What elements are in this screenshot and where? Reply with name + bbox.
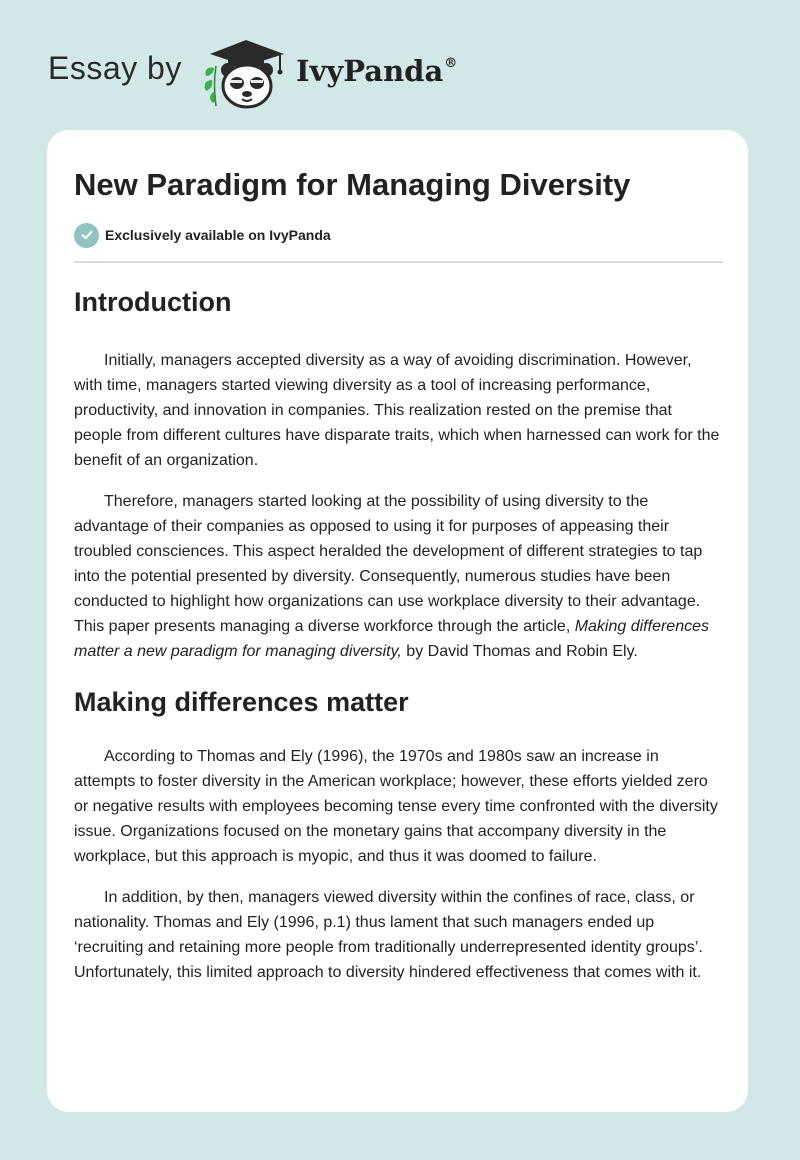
paragraph: Initially, managers accepted diversity as a way of avoiding discrimination. However, with time, managers started viewing diversity as a tool of increasing performance, productivity, and innovation in companies. This realization rested on the premise that people from different cultures have disparate traits, which when harnessed can work for the benefit of an organization. (74, 352, 720, 469)
essay-body (74, 280, 724, 985)
check-circle-icon (74, 223, 99, 248)
paragraph: In addition, by then, managers viewed diversity within the confines of race, class, or nationality. Thomas and Ely (1996, p.1) thus lament that such managers ended up ‘recruiting and retaining more people from traditionally underrepresented identity groups’. Unfortunately, this limited approach to diversity hindered effectiveness that comes with it. (74, 889, 703, 981)
paragraph: Therefore, managers started looking at the possibility of using diversity to the advantage of their companies as opposed to using it for purposes of appeasing their troubled consciences. This aspect heralded the development of different strategies to tap into the potential presented by diversity. Consequently, numerous studies have been conducted to highlight how organizations can use workplace diversity to their advantage. This paper presents managing a diverse workforce through the article, Making differences matter a new paradigm for managing diversity, by David Thomas and Robin Ely. (74, 493, 709, 660)
section-heading-making-differences-matter: Making differences matter (74, 687, 409, 717)
exclusive-badge-label: Exclusively available on IvyPanda (105, 227, 331, 243)
article-title-citation: Making differences matter a new paradigm for managing diversity, (74, 618, 709, 660)
page-title: New Paradigm for Managing Diversity (74, 167, 631, 202)
panda-graduate-icon (200, 36, 292, 110)
paragraph: According to Thomas and Ely (1996), the 1970s and 1980s saw an increase in attempts to foster diversity in the American workplace; however, these efforts yielded zero or negative results with employees becoming tense every time confronted with the diversity issue. Organizations focused on the monetary gains that accompany diversity in the workplace, but this approach is myopic, and thus it was doomed to failure. (74, 748, 718, 865)
brand-name: IvyPanda® (296, 54, 458, 88)
site-header (0, 0, 800, 130)
registered-mark: ® (444, 56, 458, 71)
divider (74, 261, 723, 263)
essay-card (47, 130, 748, 1112)
exclusive-badge (74, 222, 331, 248)
ivy-leaf-icon (205, 66, 216, 106)
section-heading-introduction: Introduction (74, 287, 232, 317)
essay-by-label: Essay by (48, 50, 182, 86)
